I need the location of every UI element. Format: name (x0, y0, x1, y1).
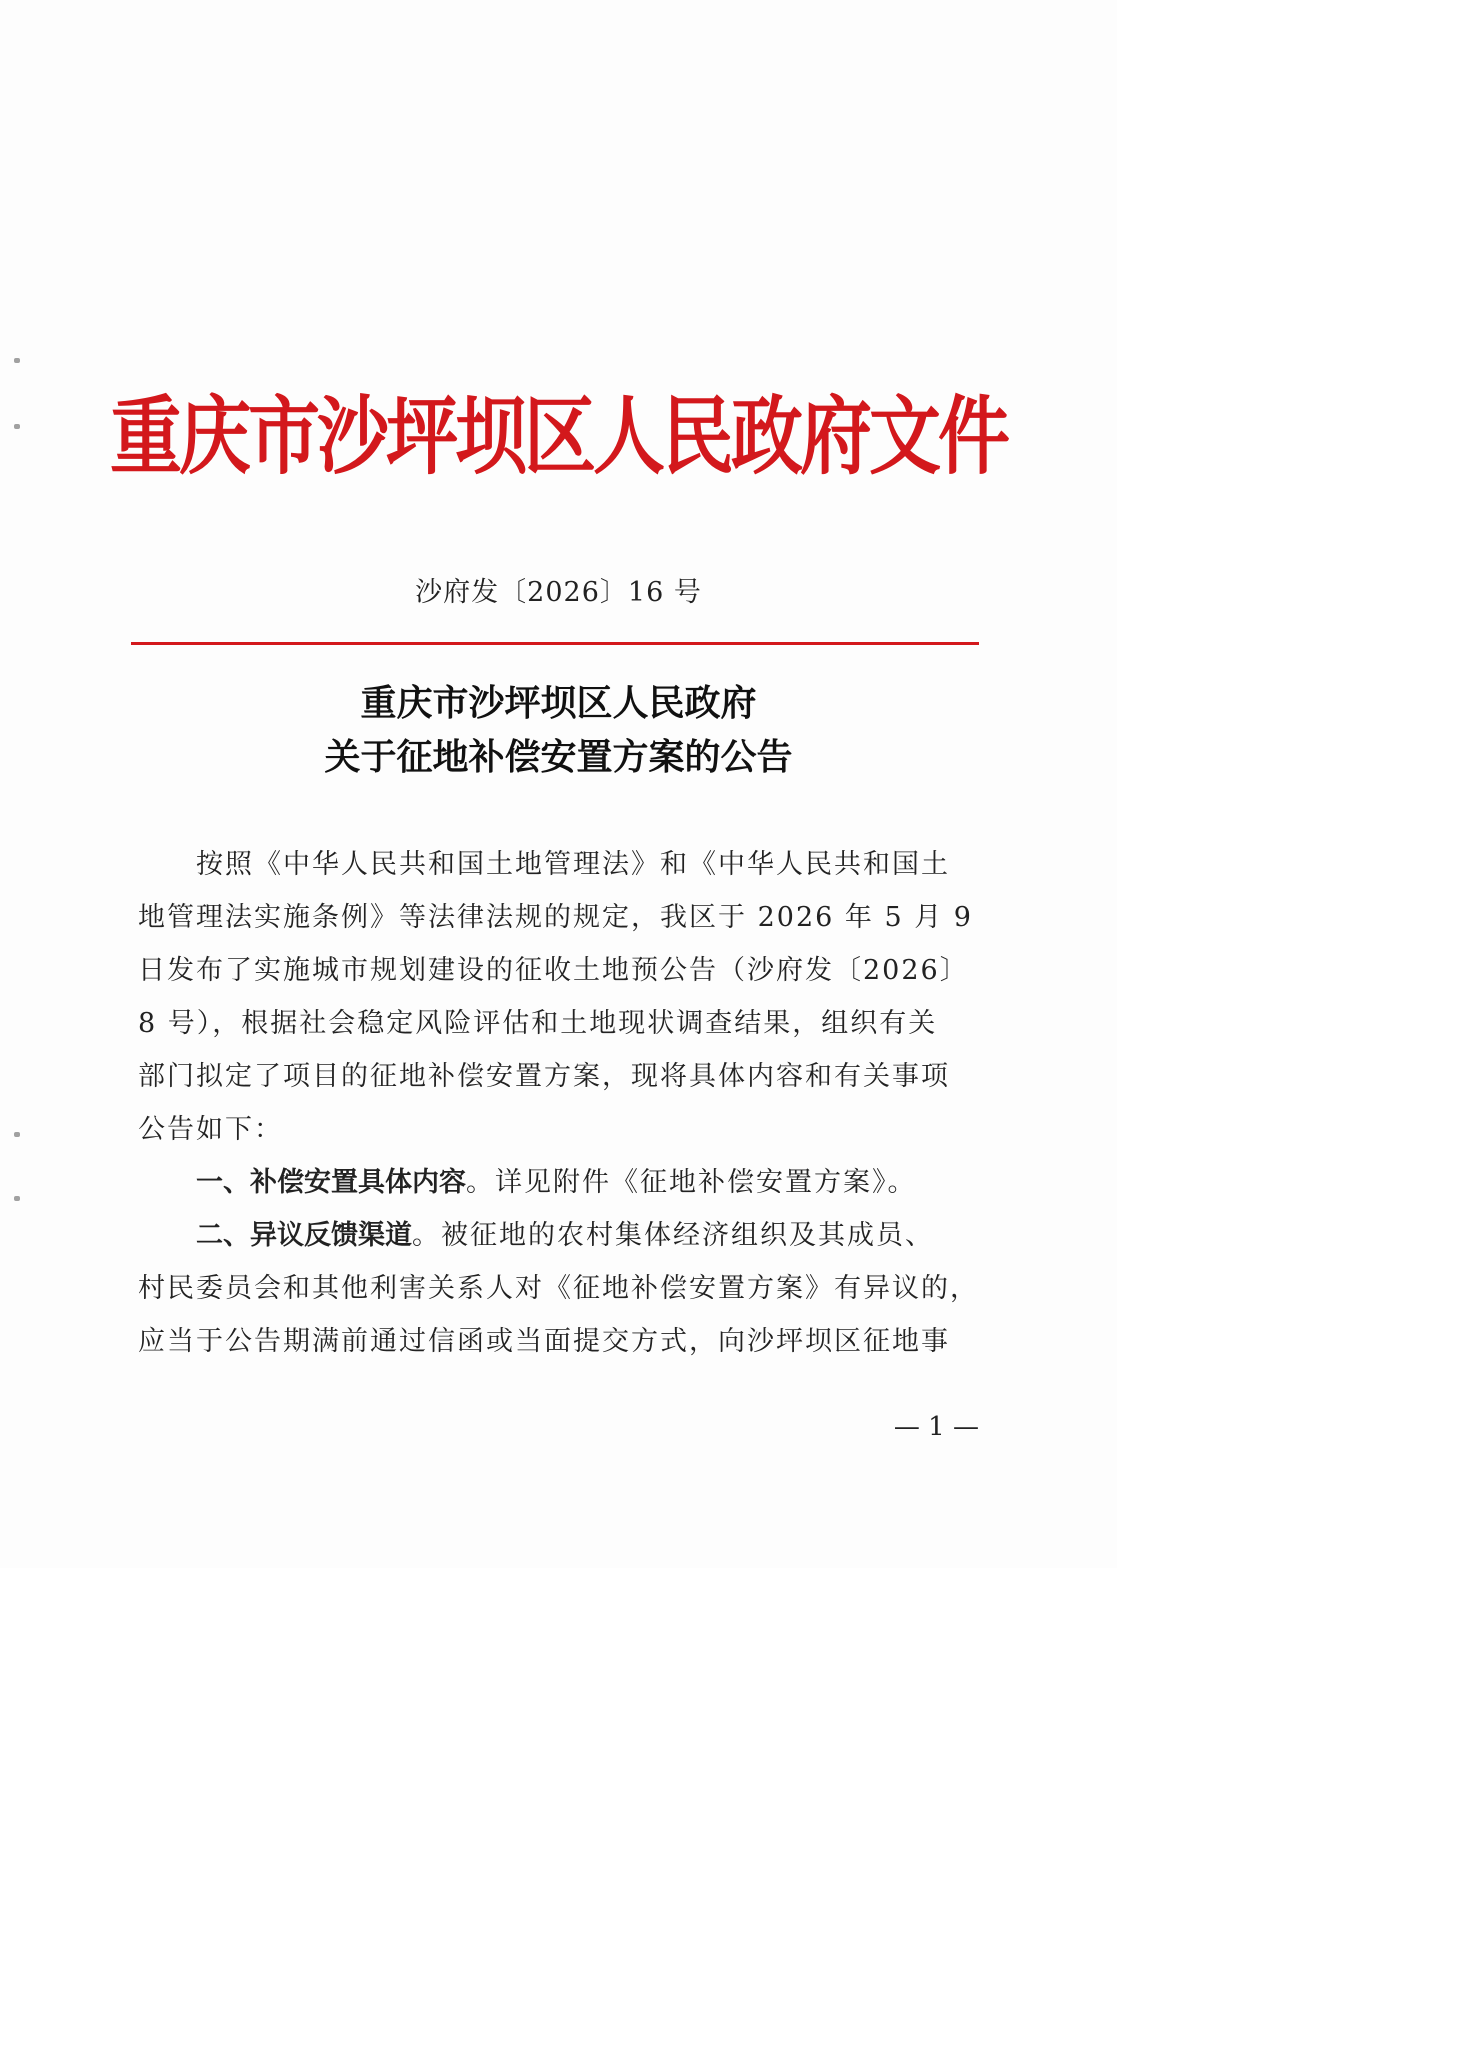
scan-artifact (14, 358, 20, 363)
masthead-title: 重庆市沙坪坝区人民政府文件 (109, 385, 1007, 486)
body-line-1: 按照《中华人民共和国土地管理法》和《中华人民共和国土 (138, 849, 950, 880)
section-1-paragraph (138, 1160, 988, 1199)
notice-title-line-1: 重庆市沙坪坝区人民政府 (360, 682, 757, 724)
scan-artifact (14, 424, 20, 429)
red-divider-line (131, 642, 979, 645)
body-line-5: 部门拟定了项目的征地补偿安置方案，现将具体内容和有关事项 (138, 1061, 950, 1092)
section-1-text: 。详见附件《征地补偿安置方案》。 (466, 1167, 917, 1198)
notice-title-line-2: 关于征地补偿安置方案的公告 (324, 736, 793, 778)
section-2-paragraph (138, 1213, 988, 1252)
body-line-2: 地管理法实施条例》等法律法规的规定，我区于 2026 年 5 月 9 (138, 902, 973, 933)
body-line-4: 8 号），根据社会稳定风险评估和土地现状调查结果，组织有关 (138, 1008, 938, 1039)
body-line-6: 公告如下： (138, 1114, 283, 1145)
section-2-text: 。被征地的农村集体经济组织及其成员、 (412, 1220, 934, 1251)
scan-artifact (14, 1196, 20, 1201)
section-2-line-3: 应当于公告期满前通过信函或当面提交方式，向沙坪坝区征地事 (138, 1326, 950, 1357)
body-line-3: 日发布了实施城市规划建设的征收土地预公告（沙府发〔2026〕 (138, 955, 969, 986)
scan-artifact (14, 1132, 20, 1137)
document-number: 沙府发〔2026〕16 号 (415, 577, 702, 608)
section-1-heading: 一、补偿安置具体内容 (196, 1167, 466, 1198)
page-number: — 1 — (893, 1412, 979, 1442)
section-2-heading: 二、异议反馈渠道 (196, 1220, 412, 1251)
section-2-line-2: 村民委员会和其他利害关系人对《征地补偿安置方案》有异议的， (138, 1273, 979, 1304)
